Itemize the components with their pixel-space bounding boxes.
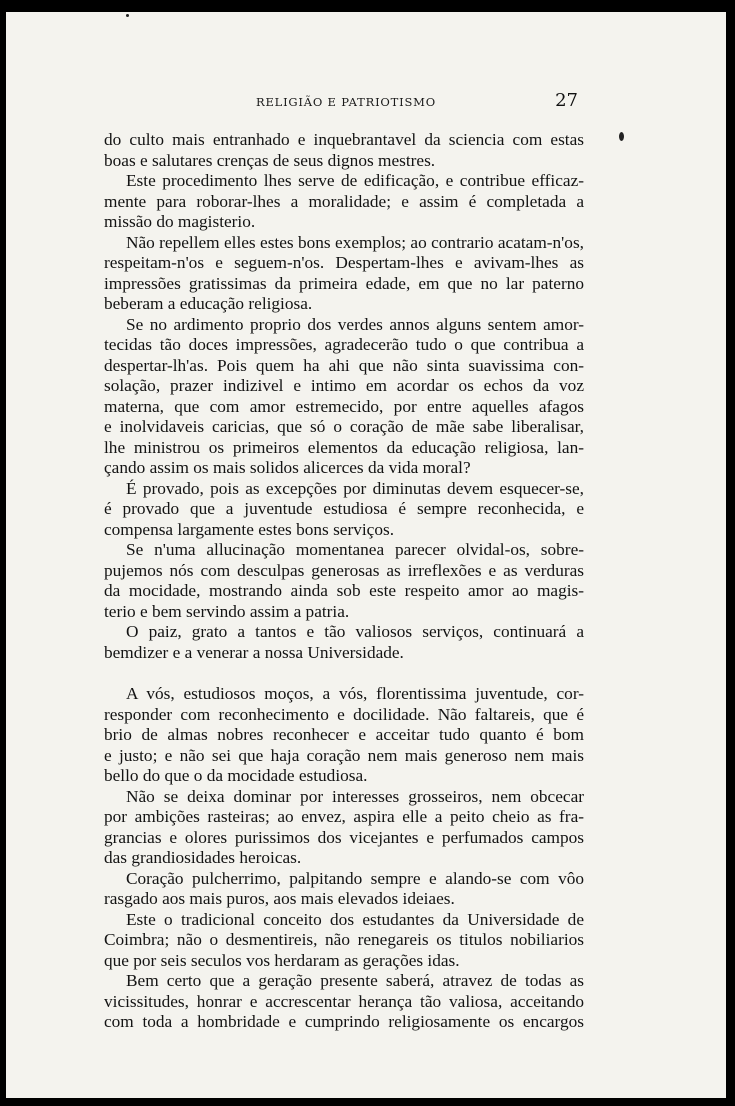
text-line: das grandiosidades heroicas. (104, 848, 302, 867)
text-line: com toda a hombridade e cumprindo religiosamente os encargos (104, 1012, 584, 1031)
paragraph-gap (104, 663, 584, 684)
text-line: Bem certo que a geração presente saberá, atravez de todas as (126, 971, 584, 990)
text-line: vicissitudes, honrar e accrescentar herança tão valiosa, acceitando (104, 991, 584, 1011)
text-line: missão do magisterio. (104, 212, 256, 231)
text-line: Se no ardimento proprio dos verdes annos alguns sentem amor- (126, 314, 584, 334)
text-line: çando assim os mais solidos alicerces da vida moral? (104, 458, 471, 477)
text-line: da mocidade, mostrando ainda sob este respeito amor ao magis- (104, 581, 584, 600)
text-line: Este procedimento lhes serve de edificação, e contribue efficaz- (126, 171, 584, 190)
text-line: solação, prazer indizivel e intimo em acordar os echos da voz (104, 376, 584, 395)
text-line: bello do que o da mocidade estudiosa. (104, 766, 368, 785)
book-page (6, 12, 726, 1098)
text-line: que por seis seculos vos herdaram as gerações idas. (104, 950, 460, 970)
text-line: Coração pulcherrimo, palpitando sempre e alando-se com vôo (126, 868, 584, 888)
text-line: Coimbra; não o desmentireis, não renegareis os titulos nobiliarios (104, 930, 584, 949)
text-line: lhe ministrou os primeiros elementos da educação religiosa, lan- (104, 437, 584, 457)
text-line: impressões gratissimas da primeira edade, em que no lar paterno (104, 273, 584, 293)
text-line: boas e salutares crenças de seus dignos mestres. (104, 150, 436, 170)
text-line: despertar-lh'as. Pois quem ha ahi que não sinta suavissima con- (104, 355, 584, 375)
page-number: 27 (555, 90, 578, 111)
running-head: RELIGIÃO E PATRIOTISMO (256, 95, 436, 109)
text-line: e justo; e não sei que haja coração nem mais generoso nem mais (104, 745, 584, 765)
text-line: beberam a educação religiosa. (104, 294, 313, 313)
text-line: O paiz, grato a tantos e tão valiosos serviços, continuará a (126, 622, 584, 641)
text-line: Não repellem elles estes bons exemplos; ao contrario acatam-n'os, (126, 232, 584, 252)
text-line: e inolvidaveis caricias, que só o coração de mãe sabe liberalisar, (104, 417, 584, 436)
text-line: brio de almas nobres reconhecer e acceitar tudo quanto é bom (104, 725, 584, 744)
text-line: tecidas tão doces impressões, agradecerão tudo o que contribua a (104, 335, 584, 354)
text-line: bemdizer e a venerar a nossa Universidade. (104, 642, 404, 662)
text-line: É provado, pois as excepções por diminutas devem esquecer-se, (126, 478, 584, 498)
text-line: Se n'uma allucinação momentanea parecer olvidal-os, sobre- (126, 540, 584, 559)
text-line: compensa largamente estes bons serviços. (104, 519, 395, 539)
ink-speck (619, 132, 624, 141)
text-line: Este o tradicional conceito dos estudantes da Universidade de (126, 909, 584, 929)
text-line: A vós, estudiosos moços, a vós, florentissima juventude, cor- (126, 684, 584, 703)
text-line: mente para roborar-lhes a moralidade; e assim é completada a (104, 191, 584, 211)
text-line: por ambições rasteiras; ao envez, aspira elle a peito cheio as fra- (104, 807, 584, 826)
ink-speck (126, 14, 129, 17)
page-header (106, 92, 580, 114)
text-line: materna, que com amor estremecido, por entre aquelles afagos (104, 396, 584, 416)
text-line: Não se deixa dominar por interesses grosseiros, nem obcecar (126, 786, 584, 806)
text-line: é provado que a juventude estudiosa é sempre reconhecida, e (104, 499, 584, 518)
text-line: pujemos nós com desculpas generosas as irreflexões e as verduras (104, 560, 584, 580)
text-line: do culto mais entranhado e inquebrantavel da sciencia com estas (104, 130, 584, 149)
text-line: terio e bem servindo assim a patria. (104, 601, 350, 621)
text-line: rasgado aos mais puros, aos mais elevados ideiaes. (104, 889, 455, 908)
body-text (104, 130, 584, 1033)
text-line: grancias e olores purissimos dos vicejantes e perfumados campos (104, 827, 584, 847)
text-line: respeitam-n'os e seguem-n'os. Despertam-lhes e avivam-lhes as (104, 253, 584, 272)
text-line: responder com reconhecimento e docilidade. Não faltareis, que é (104, 704, 584, 724)
